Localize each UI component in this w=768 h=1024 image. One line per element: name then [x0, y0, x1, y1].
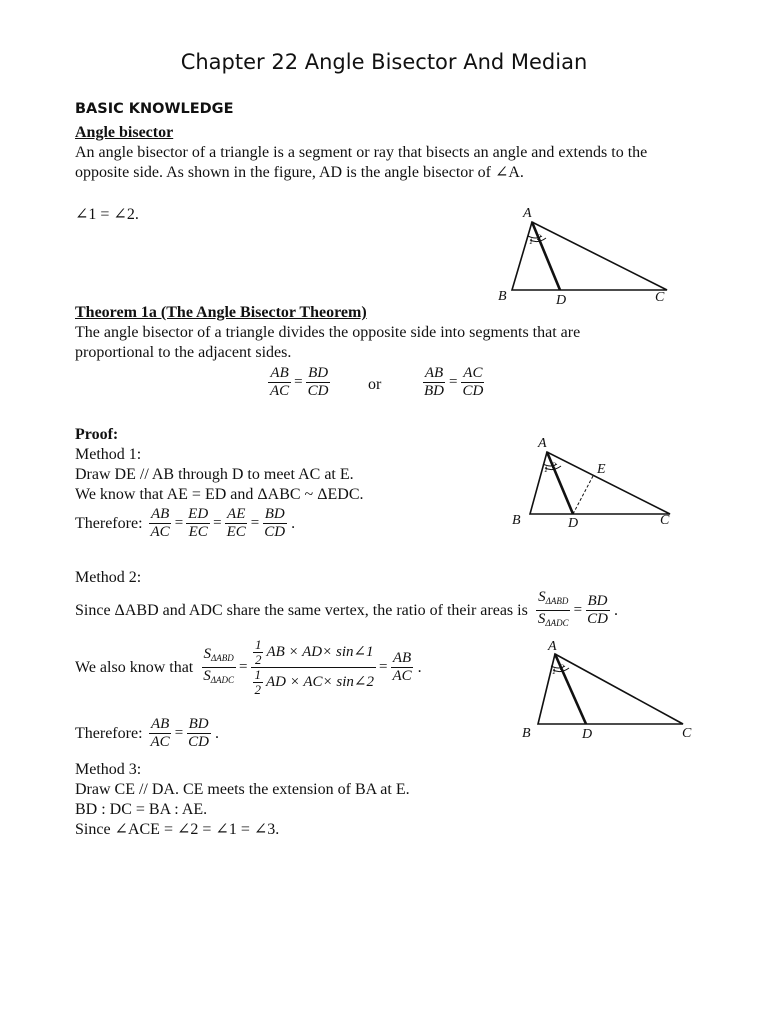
label-c: C — [655, 290, 665, 305]
theorem-line1: The angle bisector of a triangle divides the opposite side into segments that are — [75, 324, 581, 341]
triangle-figure-2 — [505, 430, 695, 535]
or-text: or — [368, 376, 382, 393]
label-b: B — [498, 289, 507, 304]
area-ratio-fraction: $\frac{S_{\Delta ABD}}{S_{\Delta ADC}}$ — [537, 589, 569, 628]
basic-knowledge-heading: BASIC KNOWLEDGE — [75, 101, 234, 117]
fraction: $\frac{AE}{EC}$ — [226, 506, 246, 540]
label-d: D — [582, 727, 593, 742]
label-angle-1: 1 — [552, 667, 556, 676]
proof-heading: Proof: — [75, 426, 119, 443]
fraction: $\frac{BD}{CD}$ — [188, 716, 209, 750]
method2-area-equation: We also know that $\frac{S_{\Delta ABD}}{S_{\Delta ADC}}$ = $\frac{1}{2}$ AB × AD× sin∠1 $\frac{1}{2}$ AD × AC× sin∠2 = $\frac{AB}{AC}$ . — [75, 637, 422, 697]
method1-label: Method 1: — [75, 446, 142, 463]
method3-label: Method 3: — [75, 761, 142, 778]
label-b: B — [512, 513, 521, 528]
area-ratio-fraction: $\frac{S_{\Delta ABD}}{S_{\Delta ADC}}$ — [203, 646, 235, 685]
label-d: D — [568, 516, 579, 531]
label-angle-2: 2 — [537, 233, 541, 242]
method1-line1: Draw DE // AB through D to meet AC at E. — [75, 466, 354, 483]
label-angle-1: 1 — [544, 465, 548, 474]
fraction: $\frac{BD}{CD}$ — [264, 506, 286, 540]
label-d: D — [556, 293, 567, 308]
triangle-figure-3 — [510, 632, 705, 747]
label-a: A — [523, 206, 532, 221]
fraction: $\frac{AC}{CD}$ — [462, 365, 484, 399]
fraction: $\frac{AB}{AC}$ — [150, 716, 170, 750]
label-c: C — [682, 726, 692, 741]
method3-line1: Draw CE // DA. CE meets the extension of BA at E. — [75, 781, 410, 798]
method1-therefore-equation: Therefore: $\frac{AB}{AC}$ = $\frac{ED}{EC}$ = $\frac{AE}{EC}$ = $\frac{BD}{CD}$ . — [75, 506, 296, 540]
fraction: $\frac{BD}{CD}$ — [307, 365, 329, 399]
fraction: $\frac{AB}{BD}$ — [424, 365, 444, 399]
method2-label: Method 2: — [75, 569, 142, 586]
label-c: C — [660, 513, 670, 528]
method3-line2: BD : DC = BA : AE. — [75, 801, 208, 818]
sine-area-fraction: $\frac{1}{2}$ AB × AD× sin∠1 $\frac{1}{2}$ AD × AC× sin∠2 — [251, 638, 376, 697]
theorem-ratio-1: $\frac{AB}{AC}$ = $\frac{BD}{CD}$ — [270, 365, 329, 399]
theorem-line2: proportional to the adjacent sides. — [75, 344, 292, 361]
method1-line2: We know that AE = ED and ΔABC ~ ΔEDC. — [75, 486, 364, 503]
label-angle-1: 1 — [529, 237, 533, 246]
page-title: Chapter 22 Angle Bisector And Median — [180, 50, 588, 74]
angle-bisector-heading: Angle bisector — [75, 124, 174, 141]
fraction: $\frac{AB}{AC}$ — [392, 650, 412, 684]
label-e: E — [597, 462, 606, 477]
triangle-figure-1 — [490, 200, 690, 310]
label-a: A — [538, 436, 547, 451]
theorem-heading: Theorem 1a (The Angle Bisector Theorem) — [75, 304, 367, 321]
angle-equation: ∠1 = ∠2. — [75, 206, 139, 223]
label-angle-2: 2 — [552, 461, 556, 470]
method2-line1: Since ΔABD and ADC share the same vertex, the ratio of their areas is $\frac{S_{\Delta ABD}}{S_{\Delta ADC}}$ = $\frac{BD}{CD}$ . — [75, 589, 618, 632]
angle-bisector-definition-line2: opposite side. As shown in the figure, AD is the angle bisector of ∠A. — [75, 164, 524, 181]
angle-bisector-definition-line1: An angle bisector of a triangle is a segment or ray that bisects an angle and extends to the — [75, 144, 648, 161]
fraction: $\frac{BD}{CD}$ — [587, 593, 608, 627]
fraction: $\frac{AB}{AC}$ — [270, 365, 290, 399]
label-a: A — [548, 639, 557, 654]
label-b: B — [522, 726, 531, 741]
fraction: $\frac{ED}{EC}$ — [188, 506, 209, 540]
label-angle-2: 2 — [560, 663, 564, 672]
theorem-ratio-2: $\frac{AB}{BD}$ = $\frac{AC}{CD}$ — [424, 365, 484, 399]
method2-therefore-equation: Therefore: $\frac{AB}{AC}$ = $\frac{BD}{CD}$ . — [75, 716, 219, 750]
method3-line3: Since ∠ACE = ∠2 = ∠1 = ∠3. — [75, 821, 280, 838]
fraction: $\frac{AB}{AC}$ — [150, 506, 170, 540]
